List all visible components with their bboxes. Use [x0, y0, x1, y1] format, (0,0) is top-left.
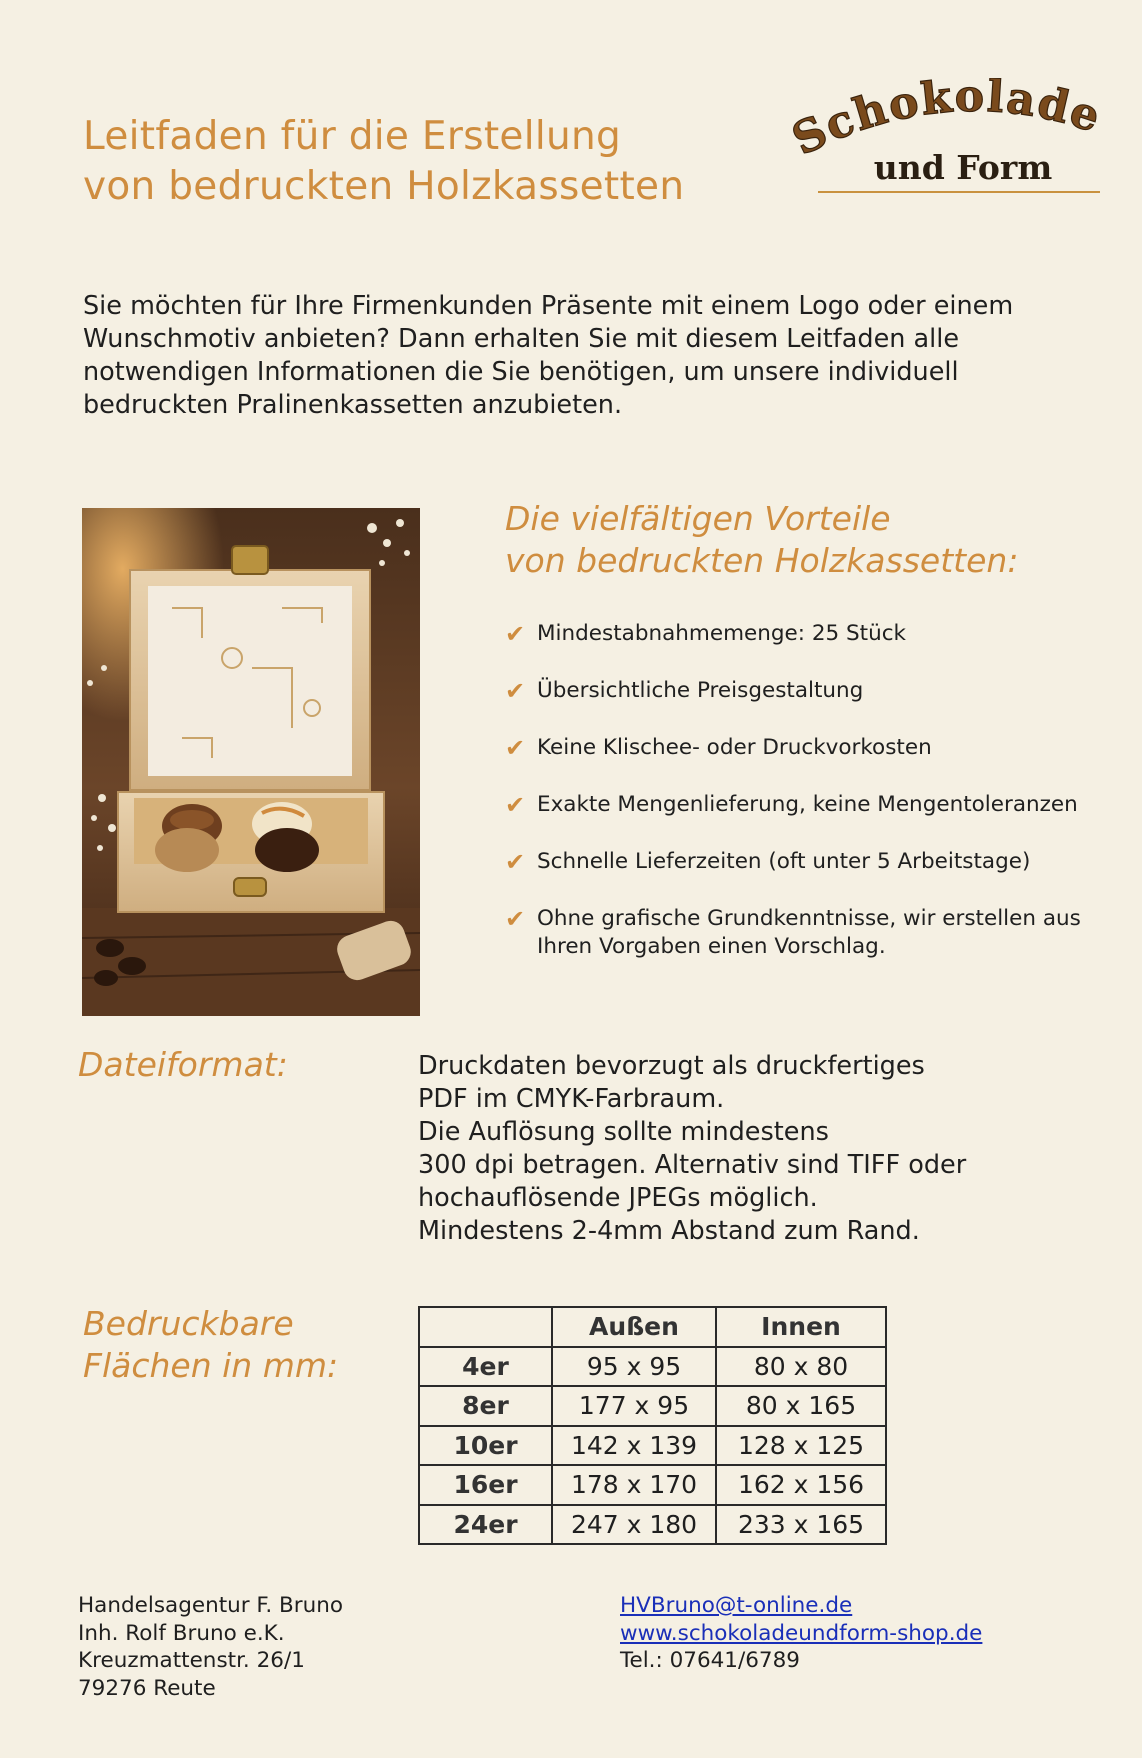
list-item: ✔ Exakte Mengenlieferung, keine Mengentoleranzen: [505, 791, 1078, 819]
advantages-heading-line-2: von bedruckten Holzkassetten:: [505, 541, 1019, 580]
printable-area-heading: Bedruckbare Flächen in mm:: [83, 1304, 339, 1385]
advantages-heading: [505, 498, 1105, 582]
list-item: ✔ Mindestabnahmemenge: 25 Stück: [505, 620, 906, 648]
email-link[interactable]: HVBruno@t-online.de: [620, 1593, 853, 1618]
cell-inner: 162 x 156: [716, 1465, 886, 1505]
cell-outer: 178 x 170: [552, 1465, 716, 1505]
list-item: ✔ Schnelle Lieferzeiten (oft unter 5 Arbeitstage): [505, 848, 1031, 876]
logo-underline: [818, 191, 1100, 193]
row-label: 10er: [419, 1426, 552, 1466]
row-label: 8er: [419, 1386, 552, 1426]
list-item: ✔ Keine Klischee- oder Druckvorkosten: [505, 734, 932, 762]
cell-outer: 95 x 95: [552, 1347, 716, 1387]
row-label: 24er: [419, 1505, 552, 1545]
title-line-2: von bedruckten Holzkassetten: [83, 164, 685, 209]
brand-logo: [790, 78, 1120, 208]
logo-wordmark: [790, 78, 1120, 208]
intro-text: Sie möchten für Ihre Firmenkunden Präsente mit einem Logo oder einem Wunschmotiv anbieten? Dann erhalten Sie mit diesem Leitfaden alle notwendigen Informationen die Sie benötigen, um unsere individuell bedruckten Pralinenkassetten anzubieten.: [83, 291, 1014, 420]
product-photo: [82, 508, 420, 1016]
cell-inner: 128 x 125: [716, 1426, 886, 1466]
website-link[interactable]: www.schokoladeundform-shop.de: [620, 1620, 983, 1646]
file-format-text: Druckdaten bevorzugt als druckfertiges PDF im CMYK-Farbraum. Die Auflösung sollte mindestens 300 dpi betragen. Alternativ sind TIFF oder hochauflösende JPEGs möglich. Mindestens 2-4mm Abstand zum Rand.: [418, 1051, 967, 1246]
dimensions-table: [418, 1306, 887, 1545]
contact-info: [620, 1592, 982, 1675]
column-header: Innen: [716, 1307, 886, 1347]
list-item: ✔ Ohne grafische Grundkenntnisse, wir erstellen aus Ihren Vorgaben einen Vorschlag.: [505, 905, 1081, 959]
checkmark-icon: ✔: [505, 620, 526, 648]
row-label: 4er: [419, 1347, 552, 1387]
column-header: [419, 1307, 552, 1347]
cell-outer: 142 x 139: [552, 1426, 716, 1466]
row-label: 16er: [419, 1465, 552, 1505]
checkmark-icon: ✔: [505, 734, 526, 762]
checkmark-icon: ✔: [505, 791, 526, 819]
table-row: [419, 1426, 886, 1466]
cell-inner: 80 x 80: [716, 1347, 886, 1387]
cell-outer: 177 x 95: [552, 1386, 716, 1426]
table-header-row: [419, 1307, 886, 1347]
title-line-1: Leitfaden für die Erstellung: [83, 114, 622, 159]
list-item: ✔ Übersichtliche Preisgestaltung: [505, 677, 864, 705]
advantages-heading-line-1: Die vielfältigen Vorteile: [505, 499, 891, 538]
checkmark-icon: ✔: [505, 905, 526, 933]
company-address: Handelsagentur F. Bruno Inh. Rolf Bruno e.K. Kreuzmattenstr. 26/1 79276 Reute: [78, 1593, 344, 1701]
logo-main-text: chokolade: [817, 78, 1108, 152]
advantages-list: [505, 620, 1105, 990]
cell-inner: 233 x 165: [716, 1505, 886, 1545]
logo-subtitle: und Form: [873, 148, 1053, 187]
phone-number: Tel.: 07641/6789: [620, 1648, 800, 1673]
page-title: [83, 112, 723, 212]
cell-outer: 247 x 180: [552, 1505, 716, 1545]
table-row: [419, 1347, 886, 1387]
file-format-heading: Dateiformat:: [78, 1045, 288, 1084]
cell-inner: 80 x 165: [716, 1386, 886, 1426]
checkmark-icon: ✔: [505, 677, 526, 705]
table-row: [419, 1386, 886, 1426]
table-row: [419, 1505, 886, 1545]
checkmark-icon: ✔: [505, 848, 526, 876]
table-row: [419, 1465, 886, 1505]
column-header: Außen: [552, 1307, 716, 1347]
